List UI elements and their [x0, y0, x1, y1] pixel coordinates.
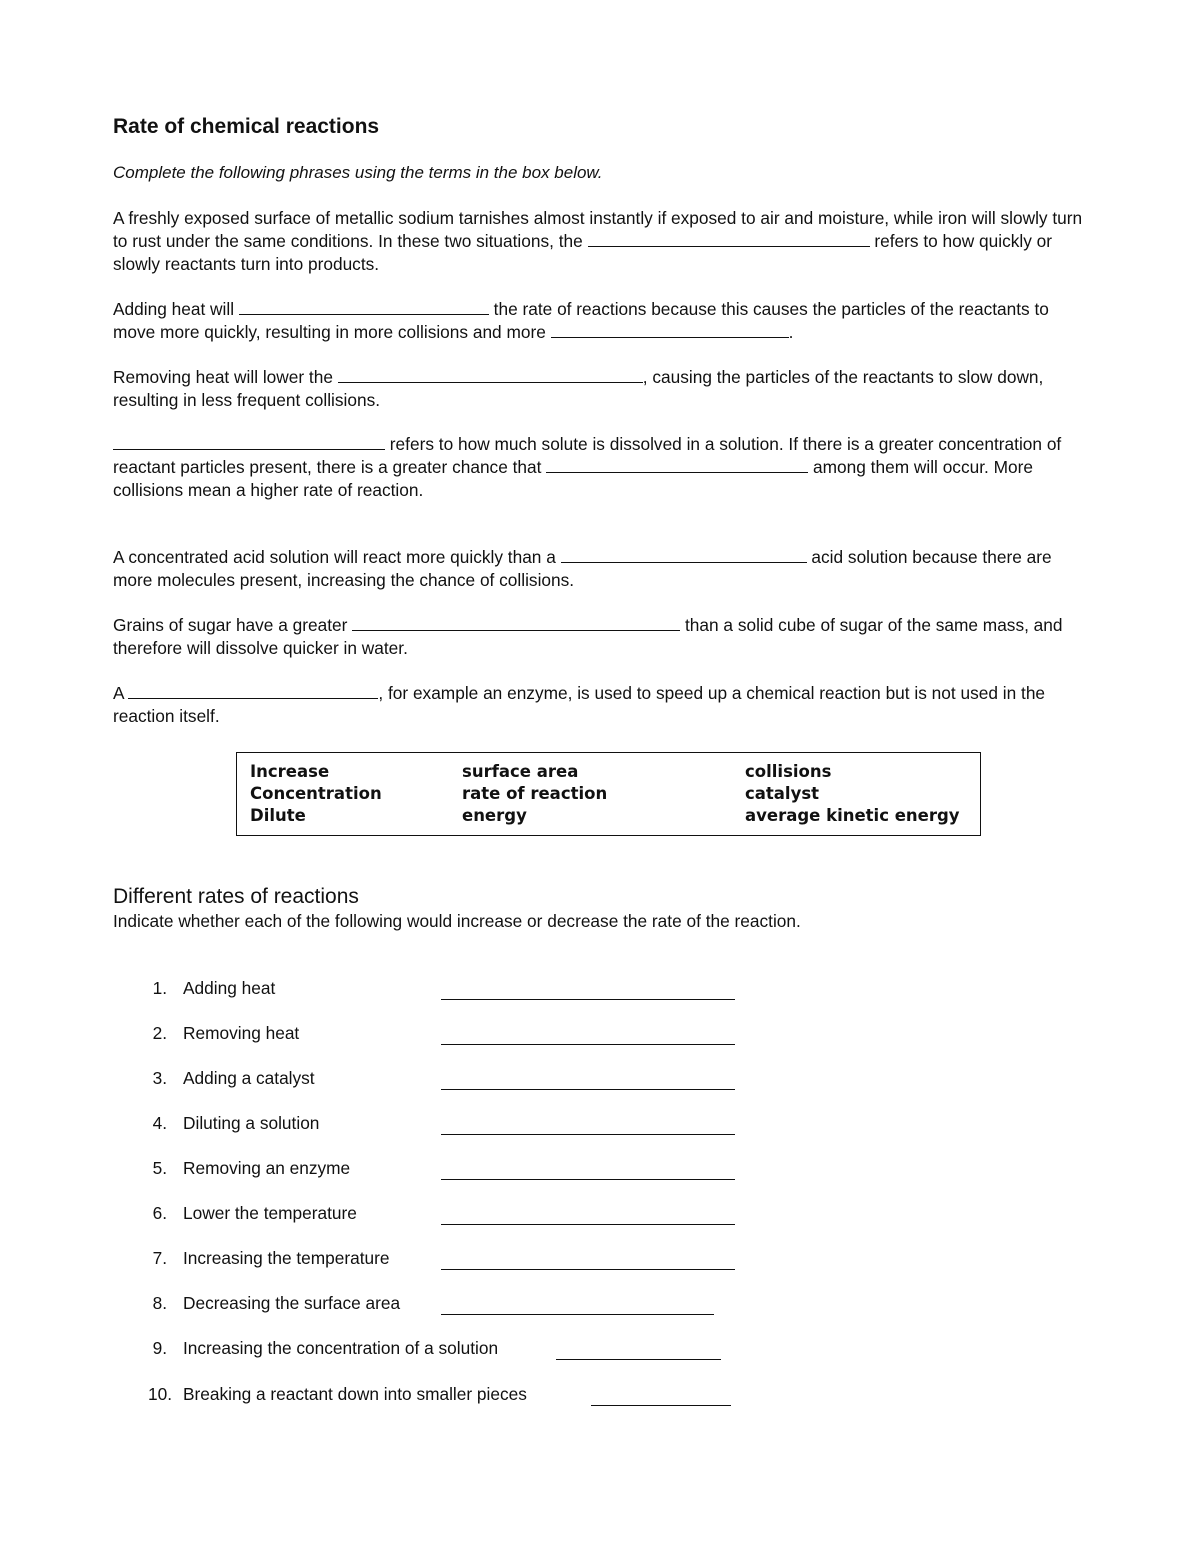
word-bank-grid [250, 761, 985, 827]
answer-line-4[interactable] [441, 1134, 735, 1135]
answer-blank-3[interactable] [551, 322, 789, 338]
answer-line-1[interactable] [441, 999, 735, 1000]
answer-blank-2[interactable] [239, 299, 489, 315]
answer-line-6[interactable] [441, 1224, 735, 1225]
answer-line-5[interactable] [441, 1179, 735, 1180]
paragraph-1: A freshly exposed surface of metallic sodium tarnishes almost instantly if exposed to air and moisture, while iron will slowly turn to rust under the same conditions. In these two situations, the refers to how quickly or slowly reactants turn into products. [113, 208, 1083, 274]
word-bank-term: rate of reaction [462, 784, 608, 803]
word-bank-box [236, 752, 981, 836]
answer-blank-8[interactable] [352, 615, 680, 631]
paragraph-2: Adding heat will the rate of reactions because this causes the particles of the reactants to move more quickly, resulting in more collisions and more . [113, 299, 1049, 342]
paragraph-4: refers to how much solute is dissolved in a solution. If there is a greater concentration of reactant particles present, there is a greater chance that among them will occur. More collisions mean a higher rate of reaction. [113, 434, 1062, 500]
section-title: Different rates of reactions [113, 885, 359, 908]
paragraph-3: Removing heat will lower the , causing the particles of the reactants to slow down, resulting in less frequent collisions. [113, 367, 1044, 410]
word-bank-term: Increase [250, 762, 330, 781]
paragraph-7: A , for example an enzyme, is used to speed up a chemical reaction but is not used in the reaction itself. [113, 683, 1046, 726]
answer-line-3[interactable] [441, 1089, 735, 1090]
answer-line-7[interactable] [441, 1269, 735, 1270]
fill-in-instructions: Complete the following phrases using the terms in the box below. [113, 163, 603, 182]
word-bank-term: surface area [462, 762, 579, 781]
word-bank-term: Dilute [250, 806, 306, 825]
answer-line-10[interactable] [591, 1405, 731, 1406]
answer-blank-9[interactable] [128, 683, 378, 699]
word-bank-term: energy [462, 806, 527, 825]
paragraph-5: A concentrated acid solution will react more quickly than a acid solution because there are more molecules present, increasing the chance of collisions. [113, 547, 1052, 590]
word-bank-term: average kinetic energy [745, 806, 960, 825]
answer-line-9[interactable] [556, 1359, 721, 1360]
section-instructions: Indicate whether each of the following would increase or decrease the rate of the reaction. [113, 911, 801, 931]
answer-blank-4[interactable] [338, 367, 643, 383]
paragraph-6: Grains of sugar have a greater than a solid cube of sugar of the same mass, and therefore will dissolve quicker in water. [113, 615, 1063, 658]
answer-blank-1[interactable] [588, 231, 870, 247]
answer-line-2[interactable] [441, 1044, 735, 1045]
answer-blank-5[interactable] [113, 434, 385, 450]
answer-blank-7[interactable] [561, 547, 807, 563]
word-bank-term: collisions [745, 762, 832, 781]
answer-line-8[interactable] [441, 1314, 714, 1315]
word-bank-term: catalyst [745, 784, 820, 803]
worksheet-title: Rate of chemical reactions [113, 115, 380, 138]
word-bank-term: Concentration [250, 784, 382, 803]
answer-blank-6[interactable] [546, 457, 808, 473]
